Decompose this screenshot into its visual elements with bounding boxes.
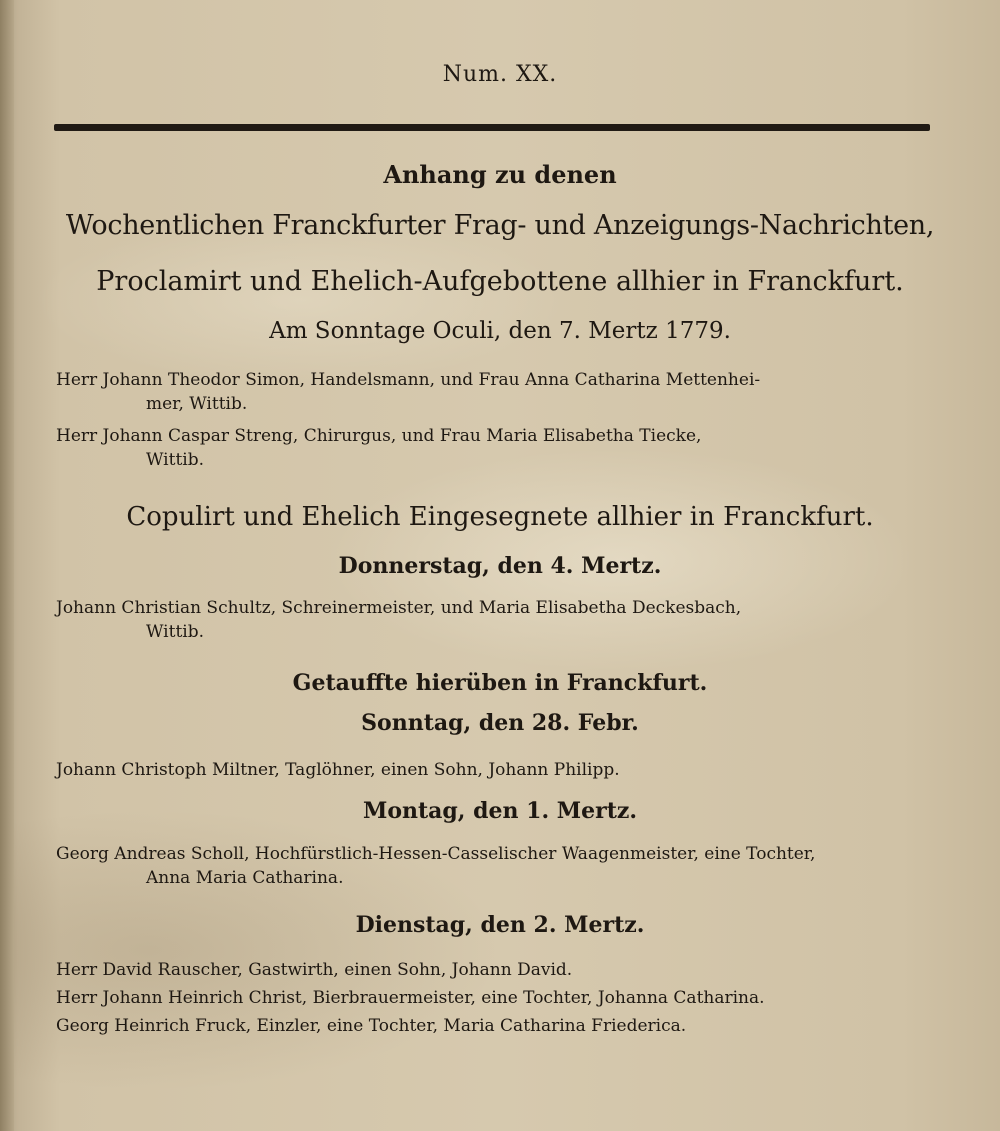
entry-line: Johann Christian Schultz, Schreinermeister, und Maria Elisabetha Deckesbach, xyxy=(56,598,742,618)
baptized-date: Sonntag, den 28. Febr. xyxy=(361,710,639,736)
supplement-heading: Anhang zu denen xyxy=(383,160,617,189)
baptized-date: Montag, den 1. Mertz. xyxy=(362,798,638,824)
entry-line-continued: Wittib. xyxy=(146,622,204,642)
entry-line: Herr Johann Theodor Simon, Handelsmann, und Frau Anna Catharina Mettenhei- xyxy=(56,370,761,390)
entry-line-continued: mer, Wittib. xyxy=(146,394,248,414)
entry-line: Georg Andreas Scholl, Hochfürstlich-Hessen-Casselischer Waagenmeister, eine Tochter, xyxy=(56,844,816,864)
proclaimed-heading: Proclamirt und Ehelich-Aufgebottene allhier in Franckfurt. xyxy=(96,266,904,297)
proclaimed-entry xyxy=(56,424,906,472)
baptized-date: Dienstag, den 2. Mertz. xyxy=(355,912,645,938)
baptized-entry xyxy=(56,842,906,890)
married-date: Donnerstag, den 4. Mertz. xyxy=(338,553,662,579)
baptized-entry: Herr Johann Heinrich Christ, Bierbrauermeister, eine Tochter, Johanna Catharina. xyxy=(56,988,765,1008)
married-entry xyxy=(56,596,906,644)
married-heading: Copulirt und Ehelich Eingesegnete allhier in Franckfurt. xyxy=(126,502,874,532)
proclaimed-entry xyxy=(56,368,906,416)
page-spine-shadow xyxy=(0,0,14,1131)
baptized-heading: Getauffte hierüben in Franckfurt. xyxy=(292,670,708,696)
entry-line: Herr Johann Caspar Streng, Chirurgus, und Frau Maria Elisabetha Tiecke, xyxy=(56,426,702,446)
header-rule xyxy=(54,124,930,131)
publication-title: Wochentlichen Franckfurter Frag- und Anzeigungs-Nachrichten, xyxy=(65,210,935,241)
baptized-entry: Georg Heinrich Fruck, Einzler, eine Tochter, Maria Catharina Friederica. xyxy=(56,1016,687,1036)
issue-number: Num. XX. xyxy=(442,62,558,87)
entry-line-continued: Wittib. xyxy=(146,450,204,470)
baptized-entry: Johann Christoph Miltner, Taglöhner, einen Sohn, Johann Philipp. xyxy=(56,760,620,780)
baptized-entry: Herr David Rauscher, Gastwirth, einen Sohn, Johann David. xyxy=(56,960,573,980)
entry-line-continued: Anna Maria Catharina. xyxy=(146,868,344,888)
proclaimed-date: Am Sonntage Oculi, den 7. Mertz 1779. xyxy=(269,318,731,344)
